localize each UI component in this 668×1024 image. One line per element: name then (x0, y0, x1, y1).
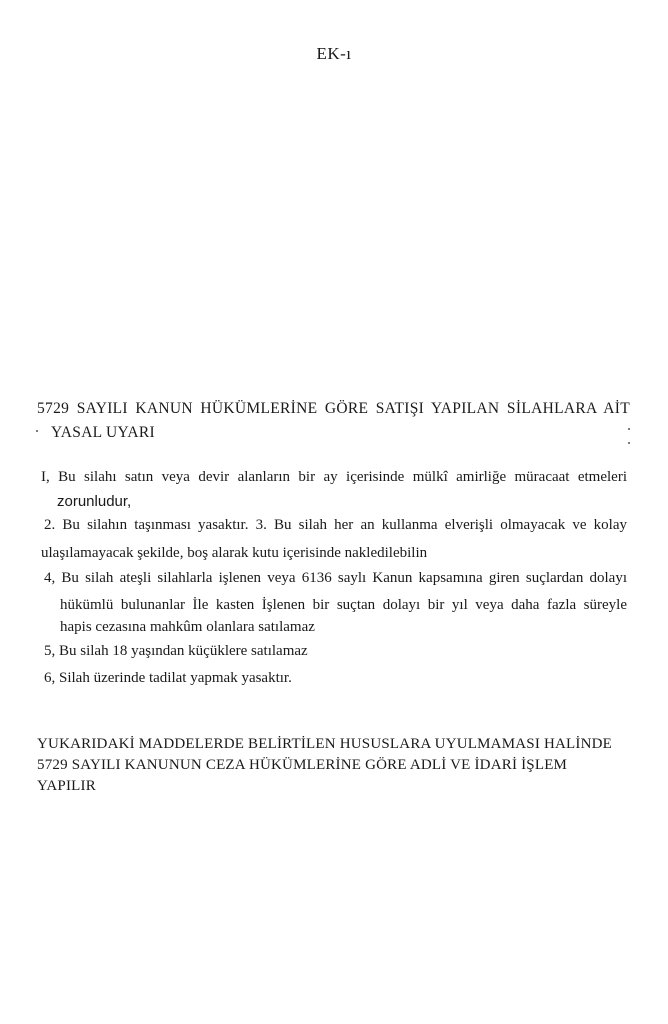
warning-line-2: 5729 SAYILI KANUNUN CEZA HÜKÜMLERİNE GÖRE ADLİ VE İDARİ İŞLEM (37, 757, 568, 773)
item-2-line-1: 2. Bu silahın taşınması yasaktır. 3. Bu silah her an kullanma elverişli olmayacak ve kolay (44, 517, 627, 533)
title-line-2: YASAL UYARI (51, 424, 155, 441)
warning-line-3: YAPILIR (37, 778, 96, 794)
warning-line-1: YUKARIDAKİ MADDELERDE BELİRTİLEN HUSUSLARA UYULMAMASI HALİNDE (37, 736, 613, 752)
scan-speck (628, 442, 630, 444)
item-2-line-2: ulaşılamayacak şekilde, boş alarak kutu içerisinde nakledilebilin (41, 545, 428, 561)
item-1-line-1: I, Bu silahı satın veya devir alanların bir ay içerisinde mülkî amirliğe müracaat etmeleri (41, 469, 627, 485)
title-line-1: 5729 SAYILI KANUN HÜKÜMLERİNE GÖRE SATIŞI YAPILAN SİLAHLARA AİT (37, 400, 630, 417)
item-1-line-2: zorunludur, (57, 493, 132, 510)
item-6: 6, Silah üzerinde tadilat yapmak yasaktır. (44, 670, 292, 686)
item-4-line-1: 4, Bu silah ateşli silahlarla işlenen veya 6136 saylı Kanun kapsamına giren suçlardan dolayı (44, 570, 627, 586)
item-4-line-3: hapis cezasına mahkûm olanlara satılamaz (60, 619, 315, 635)
item-4-line-2: hükümlü bulunanlar İle kasten İşlenen bir suçtan dolayı bir yıl veya daha fazla süreyle (60, 597, 627, 613)
item-5: 5, Bu silah 18 yaşından küçüklere satılamaz (44, 643, 308, 659)
annex-label: EK-ı (316, 44, 352, 63)
scan-speck (628, 428, 630, 430)
scan-speck (36, 430, 38, 432)
